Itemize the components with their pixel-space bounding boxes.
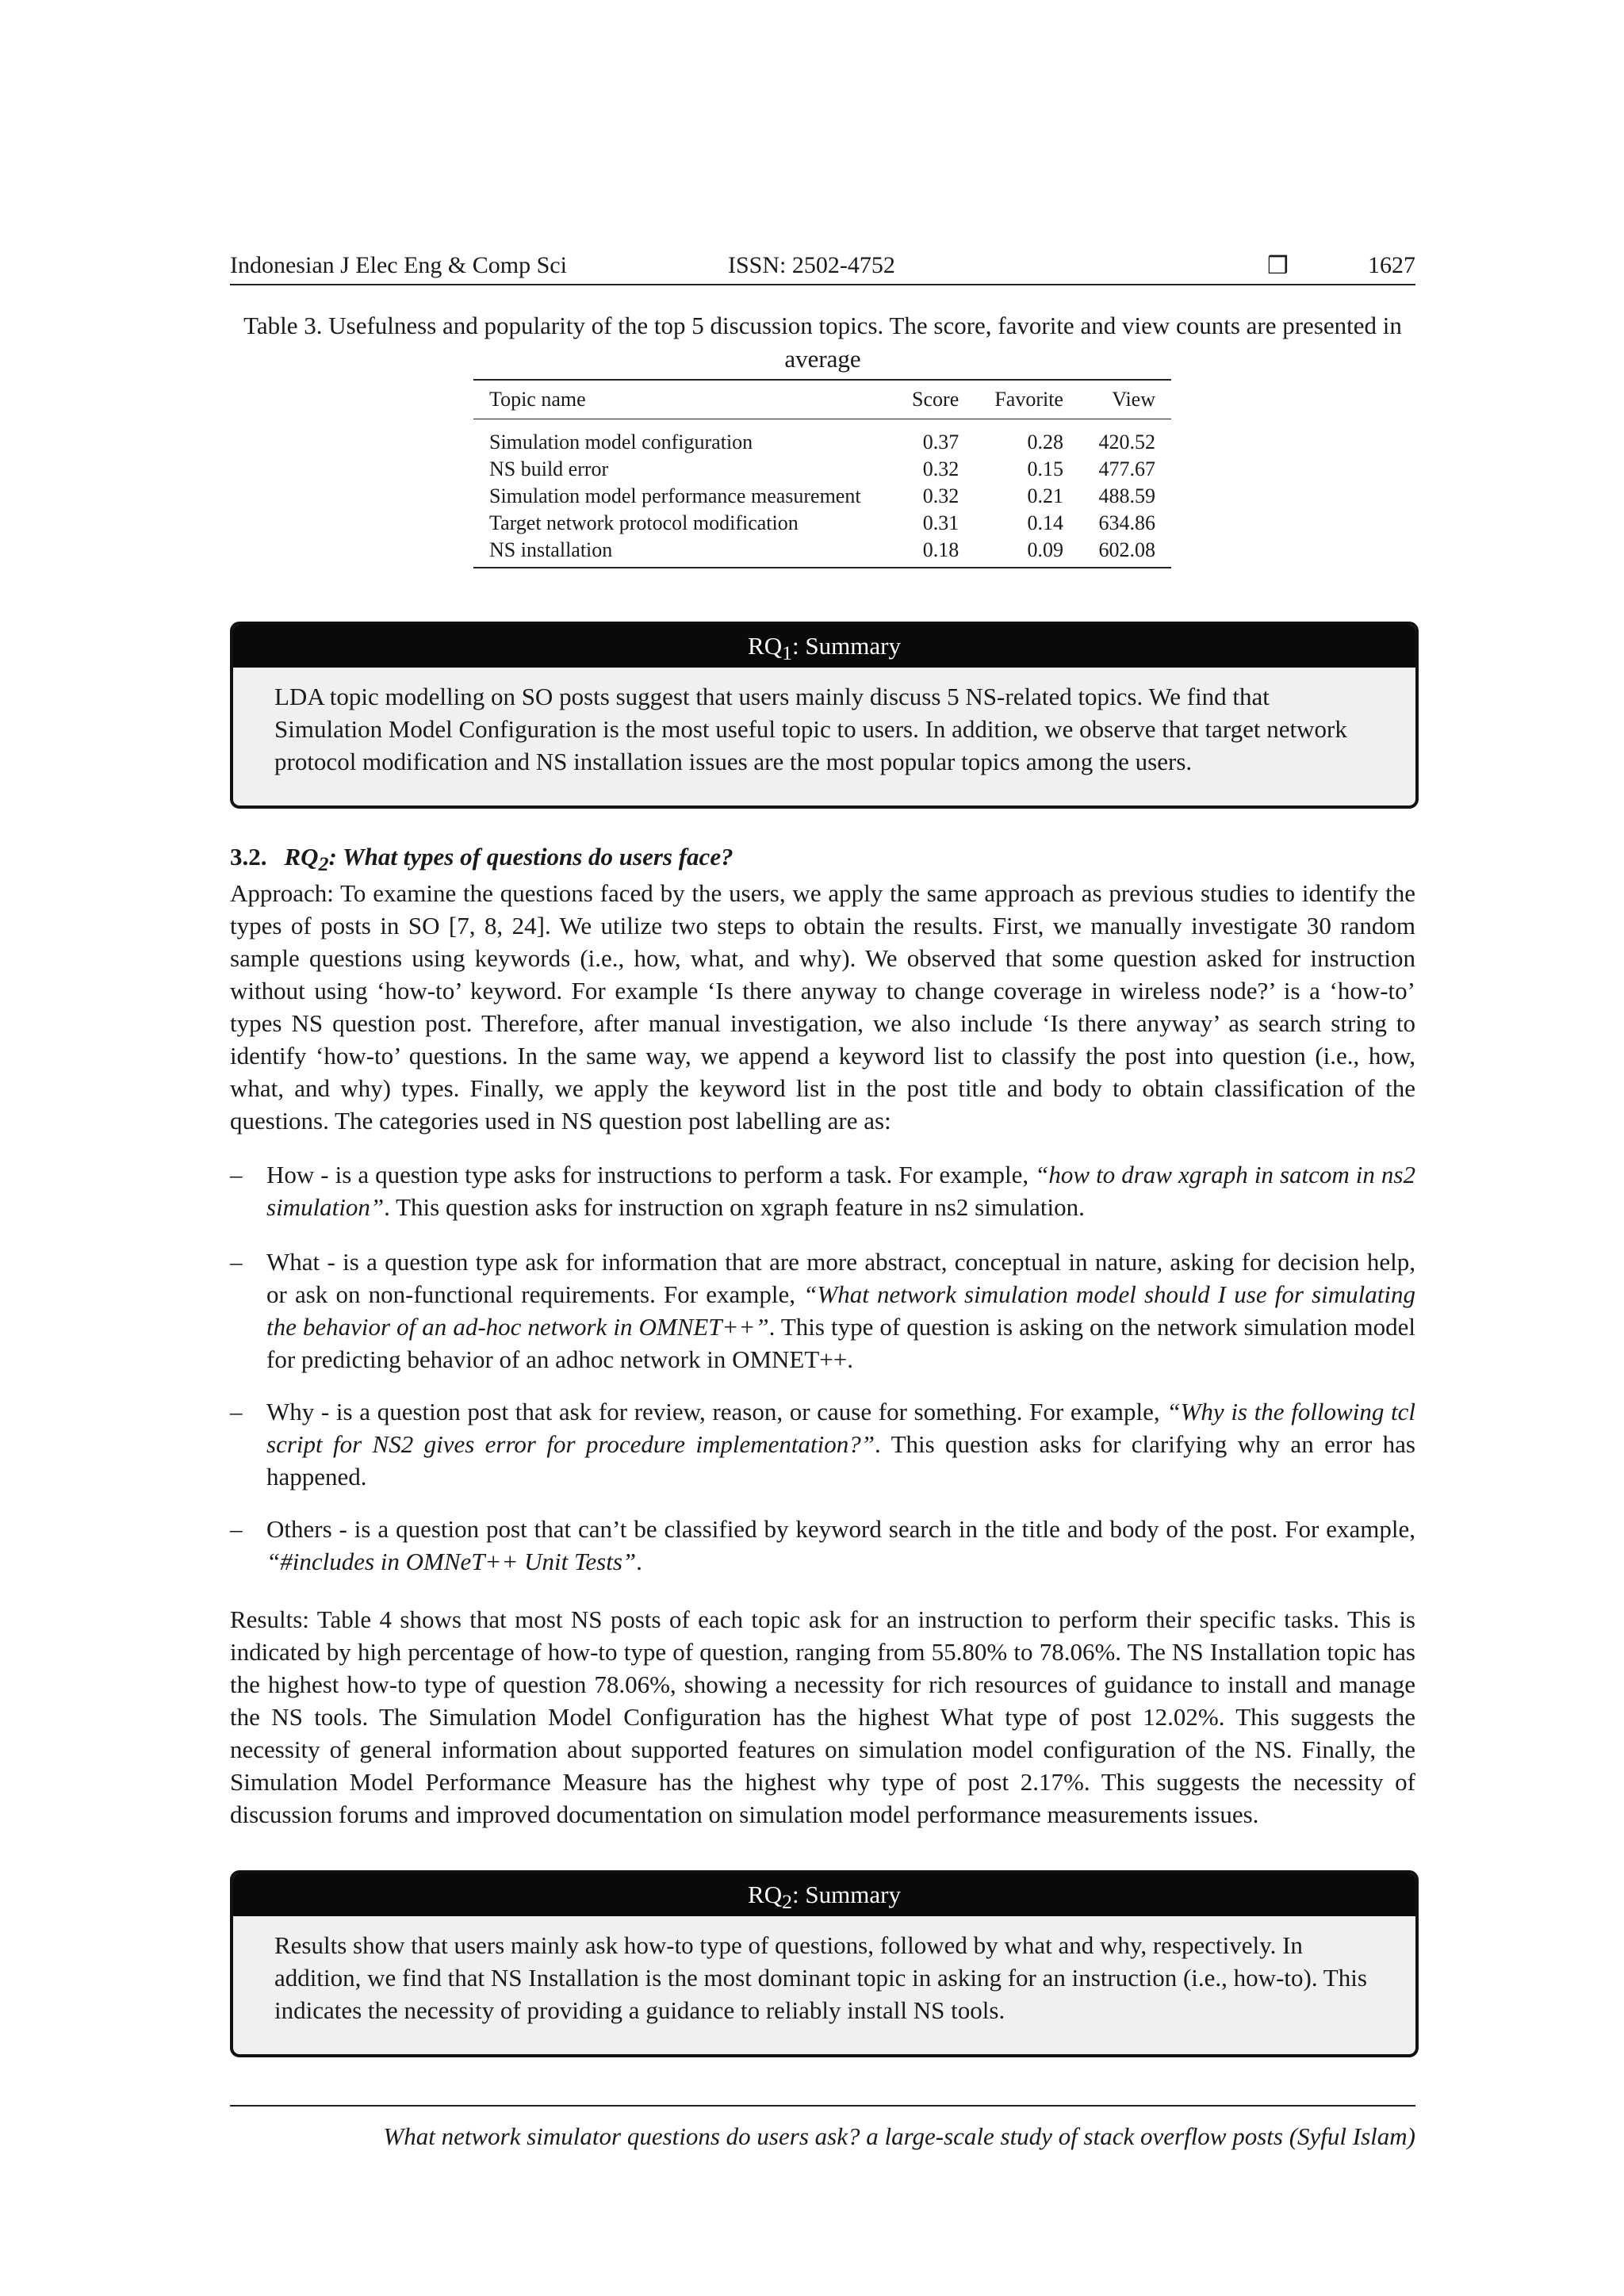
rq1-summary-title [233, 625, 1415, 668]
cell-score: 0.18 [893, 537, 975, 568]
cell-favorite: 0.28 [1027, 430, 1063, 453]
summary-title-prefix: RQ [748, 632, 783, 660]
section-heading [230, 843, 733, 876]
bullet-text: How - is a question type asks for instructions to perform a task. For example, [266, 1161, 1036, 1188]
cell-view: 477.67 [1098, 457, 1155, 480]
bullet-text-tail: . This question asks for clarifying why an error has happened. [266, 1430, 1415, 1490]
bullet-example: “how to draw xgraph in satcom in ns2 simulation” [266, 1161, 1415, 1221]
summary-title-subscript: 2 [782, 1890, 793, 1914]
cell-view: 488.59 [1098, 484, 1155, 507]
page-number: 1627 [1368, 252, 1415, 278]
rq2-summary-body: Results show that users mainly ask how-to type of questions, followed by what and why, respectively. In addition, we find that NS Installation is the most dominant topic in asking for an instruction (i.e., how-to). This indicates the necessity of providing a guidance to reliably install NS tools. [274, 1931, 1367, 2024]
bullet-example: “What network simulation model should I use for simulating the behavior of an ad-hoc network in OMNET++” [266, 1280, 1415, 1341]
summary-title-subscript: 1 [782, 641, 793, 665]
table3 [473, 379, 1171, 568]
bullet-text-tail: . This question asks for instruction on xgraph feature in ns2 simulation. [384, 1193, 1085, 1221]
cell-favorite: 0.15 [1027, 457, 1063, 480]
col-score: Score [893, 380, 975, 419]
table-row [473, 537, 1171, 568]
bullet-example: “#includes in OMNeT++ Unit Tests” [266, 1548, 637, 1575]
journal-name: Indonesian J Elec Eng & Comp Sci [230, 252, 567, 278]
bullet-text: Why - is a question post that ask for review, reason, or cause for something. For example, [266, 1398, 1167, 1425]
cell-score: 0.37 [922, 430, 959, 453]
rq1-summary-box [230, 622, 1419, 809]
running-header [230, 252, 1415, 285]
bullet-example: “Why is the following tcl script for NS2 gives error for procedure implementation?” [266, 1398, 1415, 1458]
cell-topic: Target network protocol modification [489, 511, 799, 534]
cell-view: 420.52 [1098, 430, 1155, 453]
table-row [473, 510, 1171, 537]
section-q-prefix: RQ [284, 843, 319, 871]
cell-view: 634.86 [1098, 511, 1155, 534]
rq2-summary-title [233, 1873, 1415, 1916]
cell-topic: Simulation model performance measurement [489, 484, 861, 507]
bullet-what [230, 1246, 1415, 1376]
running-footer: What network simulator questions do users ask? a large-scale study of stack overflow posts (Syful Islam) [230, 2105, 1415, 2151]
issn: ISSN: 2502-4752 [728, 252, 895, 278]
rq2-summary-box [230, 1870, 1419, 2057]
bullet-text: Others - is a question post that can’t be classified by keyword search in the title and body of the post. For example, [266, 1515, 1415, 1543]
col-view: View [1079, 380, 1171, 419]
table-row [473, 419, 1171, 457]
cell-score: 0.31 [922, 511, 959, 534]
approach-paragraph: Approach: To examine the questions faced by the users, we apply the same approach as previous studies to identify the types of posts in SO [7, 8, 24]. We utilize two steps to obtain the results. First, we manually investigate 30 random sample questions using keywords (i.e., how, what, and why). We observed that some question asked for instruction without using ‘how-to’ keyword. For example ‘Is there anyway to change coverage in wireless node?’ is a ‘how-to’ types NS question post. Therefore, after manual investigation, we also include ‘Is there anyway’ as search string to identify ‘how-to’ questions. In the same way, we append a keyword list to classify the post into question (i.e., how, what, and why) types. Finally, we apply the keyword list in the post title and body to obtain classification of the questions. The categories used in NS question post labelling are as: [230, 879, 1415, 1135]
summary-title-prefix: RQ [748, 1881, 783, 1908]
cell-view: 602.08 [1079, 537, 1171, 568]
table3-caption: Table 3. Usefulness and popularity of the top 5 discussion topics. The score, favorite and view counts are presented in average [243, 312, 1402, 373]
section-q-subscript: 2 [318, 852, 329, 876]
summary-title-suffix: : Summary [792, 632, 901, 660]
section-number: 3.2. [230, 843, 267, 871]
cell-favorite: 0.21 [1027, 484, 1063, 507]
table-row [473, 483, 1171, 510]
box-icon: ❒ [1267, 253, 1289, 279]
summary-title-suffix: : Summary [792, 1881, 901, 1908]
bullet-text: What - is a question type ask for information that are more abstract, conceptual in nature, asking for decision help, or ask on non-functional requirements. For example, [266, 1248, 1415, 1308]
cell-topic: NS build error [489, 457, 609, 480]
cell-topic: Simulation model configuration [489, 430, 753, 453]
bullet-dash: – [230, 1248, 243, 1276]
col-favorite: Favorite [975, 380, 1079, 419]
cell-favorite: 0.14 [1027, 511, 1063, 534]
bullet-text-tail: . This type of question is asking on the network simulation model for predicting behavior of an adhoc network in OMNET++. [266, 1313, 1415, 1373]
rq1-summary-body: LDA topic modelling on SO posts suggest that users mainly discuss 5 NS-related topics. We find that Simulation Model Configuration is the most useful topic to users. In addition, we observe that target network protocol modification and NS installation issues are the most popular topics among the users. [274, 683, 1347, 775]
cell-favorite: 0.09 [975, 537, 1079, 568]
bullet-dash: – [230, 1161, 243, 1188]
section-question [284, 843, 733, 876]
table-header-row [473, 380, 1171, 419]
col-topic-name: Topic name [473, 380, 893, 419]
cell-topic: NS installation [473, 537, 893, 568]
bullet-others [230, 1513, 1415, 1578]
bullet-how [230, 1158, 1415, 1223]
cell-score: 0.32 [922, 457, 959, 480]
bullet-dash: – [230, 1398, 243, 1425]
bullet-dash: – [230, 1515, 243, 1543]
results-paragraph: Results: Table 4 shows that most NS posts of each topic ask for an instruction to perform their specific tasks. This is indicated by high percentage of how-to type of question, ranging from 55.80% to 78.06%. The NS Installation topic has the highest how-to type of question 78.06%, showing a necessity for rich resources of guidance to install and manage the NS tools. The Simulation Model Configuration has the highest What type of post 12.02%. This suggests the necessity of general information about supported features on simulation model configuration of the NS. Finally, the Simulation Model Performance Measure has the highest why type of post 2.17%. This suggests the necessity of discussion forums and improved documentation on simulation model performance measurements issues. [230, 1605, 1415, 1828]
table-row [473, 456, 1171, 483]
bullet-why [230, 1395, 1415, 1493]
section-q-suffix: : What types of questions do users face? [328, 843, 733, 871]
bullet-text-tail: . [636, 1548, 642, 1575]
cell-score: 0.32 [922, 484, 959, 507]
